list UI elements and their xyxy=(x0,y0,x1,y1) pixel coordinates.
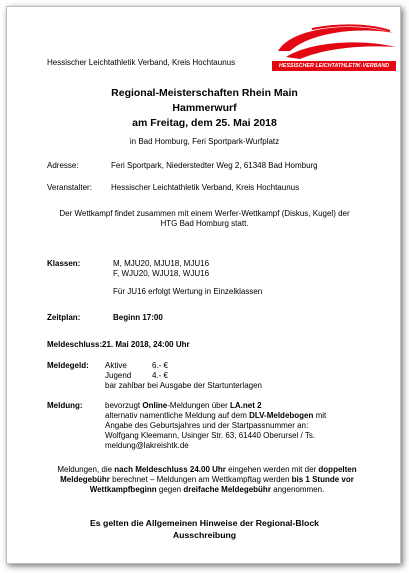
organizer-label: Veranstalter: xyxy=(47,183,92,192)
logo-wordmark: HESSISCHER LEICHTATHLETIK-VERBAND xyxy=(272,61,396,71)
address-label: Adresse: xyxy=(47,161,79,170)
deadline-value: 21. Mai 2018, 24:00 Uhr xyxy=(102,340,190,349)
title-line-1: Regional-Meisterschaften Rhein Main xyxy=(111,87,298,99)
footer-line-2: Ausschreibung xyxy=(172,530,237,540)
fee-label: Meldegeld: xyxy=(47,361,89,370)
classes-female: F, WJU20, WJU18, WJU16 xyxy=(113,269,210,278)
registration-block xyxy=(105,401,326,451)
title-line-2: Hammerwurf xyxy=(172,102,237,114)
registration-line-1: bevorzugt Online-Meldungen über LA.net 2 xyxy=(105,401,262,410)
fee-active-amount: 6.- € xyxy=(152,361,169,370)
fee-youth-amount: 4.- € xyxy=(152,371,169,380)
classes-note: Für JU16 erfolgt Wertung in Einzelklassen xyxy=(113,287,263,296)
venue-line: in Bad Homburg, Feri Sportpark-Wurfplatz xyxy=(129,137,280,146)
classes-male: M, MJU20, MJU18, MJU16 xyxy=(113,259,210,268)
registration-line-2: alternativ namentliche Meldung auf dem DLV-Meldebogen mit xyxy=(105,411,327,420)
fee-active-name: Aktive xyxy=(105,361,127,370)
registration-email[interactable]: meldung@lakreishtk.de xyxy=(105,441,189,450)
registration-line-3: Angabe des Geburtsjahres und der Startpassnummer an: xyxy=(105,421,309,430)
address-value: Feri Sportpark, Niederstedter Weg 2, 61348 Bad Homburg xyxy=(111,161,318,170)
deadline-label: Meldeschluss: xyxy=(47,340,103,349)
header-organization: Hessischer Leichtathletik Verband, Kreis Hochtaunus xyxy=(47,58,236,67)
footer-note xyxy=(7,517,402,541)
hlv-logo xyxy=(272,21,398,73)
logo-swoosh-icon xyxy=(272,21,398,63)
classes-label: Klassen: xyxy=(47,259,81,268)
document-page xyxy=(6,6,401,564)
combined-competition-text xyxy=(7,209,402,229)
schedule-label: Zeitplan: xyxy=(47,313,81,322)
registration-line-4: Wolfgang Kleemann, Usinger Str. 63, 61440 Oberursel / Ts. xyxy=(105,431,316,440)
title-line-3: am Freitag, dem 25. Mai 2018 xyxy=(132,117,277,129)
late-registration-notice: Meldungen, die nach Meldeschluss 24.00 Uhr eingehen werden mit der doppelten Meldegebühr berechnet – Meldungen am Wettkampftag werden bis 1 Stunde vor Wettkampfbeginn gegen dreifache Meldegebühr angenommen. xyxy=(57,465,357,494)
fee-youth-name: Jugend xyxy=(105,371,132,380)
combined-line-2: HTG Bad Homburg statt. xyxy=(160,219,249,228)
fee-note: bar zahlbar bei Ausgabe der Startunterlagen xyxy=(105,381,262,390)
schedule-value: Beginn 17:00 xyxy=(113,313,163,322)
combined-line-1: Der Wettkampf findet zusammen mit einem Werfer-Wettkampf (Diskus, Kugel) der xyxy=(59,209,350,218)
organizer-value: Hessischer Leichtathletik Verband, Kreis Hochtaunus xyxy=(111,183,300,192)
footer-line-1: Es gelten die Allgemeinen Hinweise der Regional-Block xyxy=(90,518,319,528)
registration-label: Meldung: xyxy=(47,401,83,410)
